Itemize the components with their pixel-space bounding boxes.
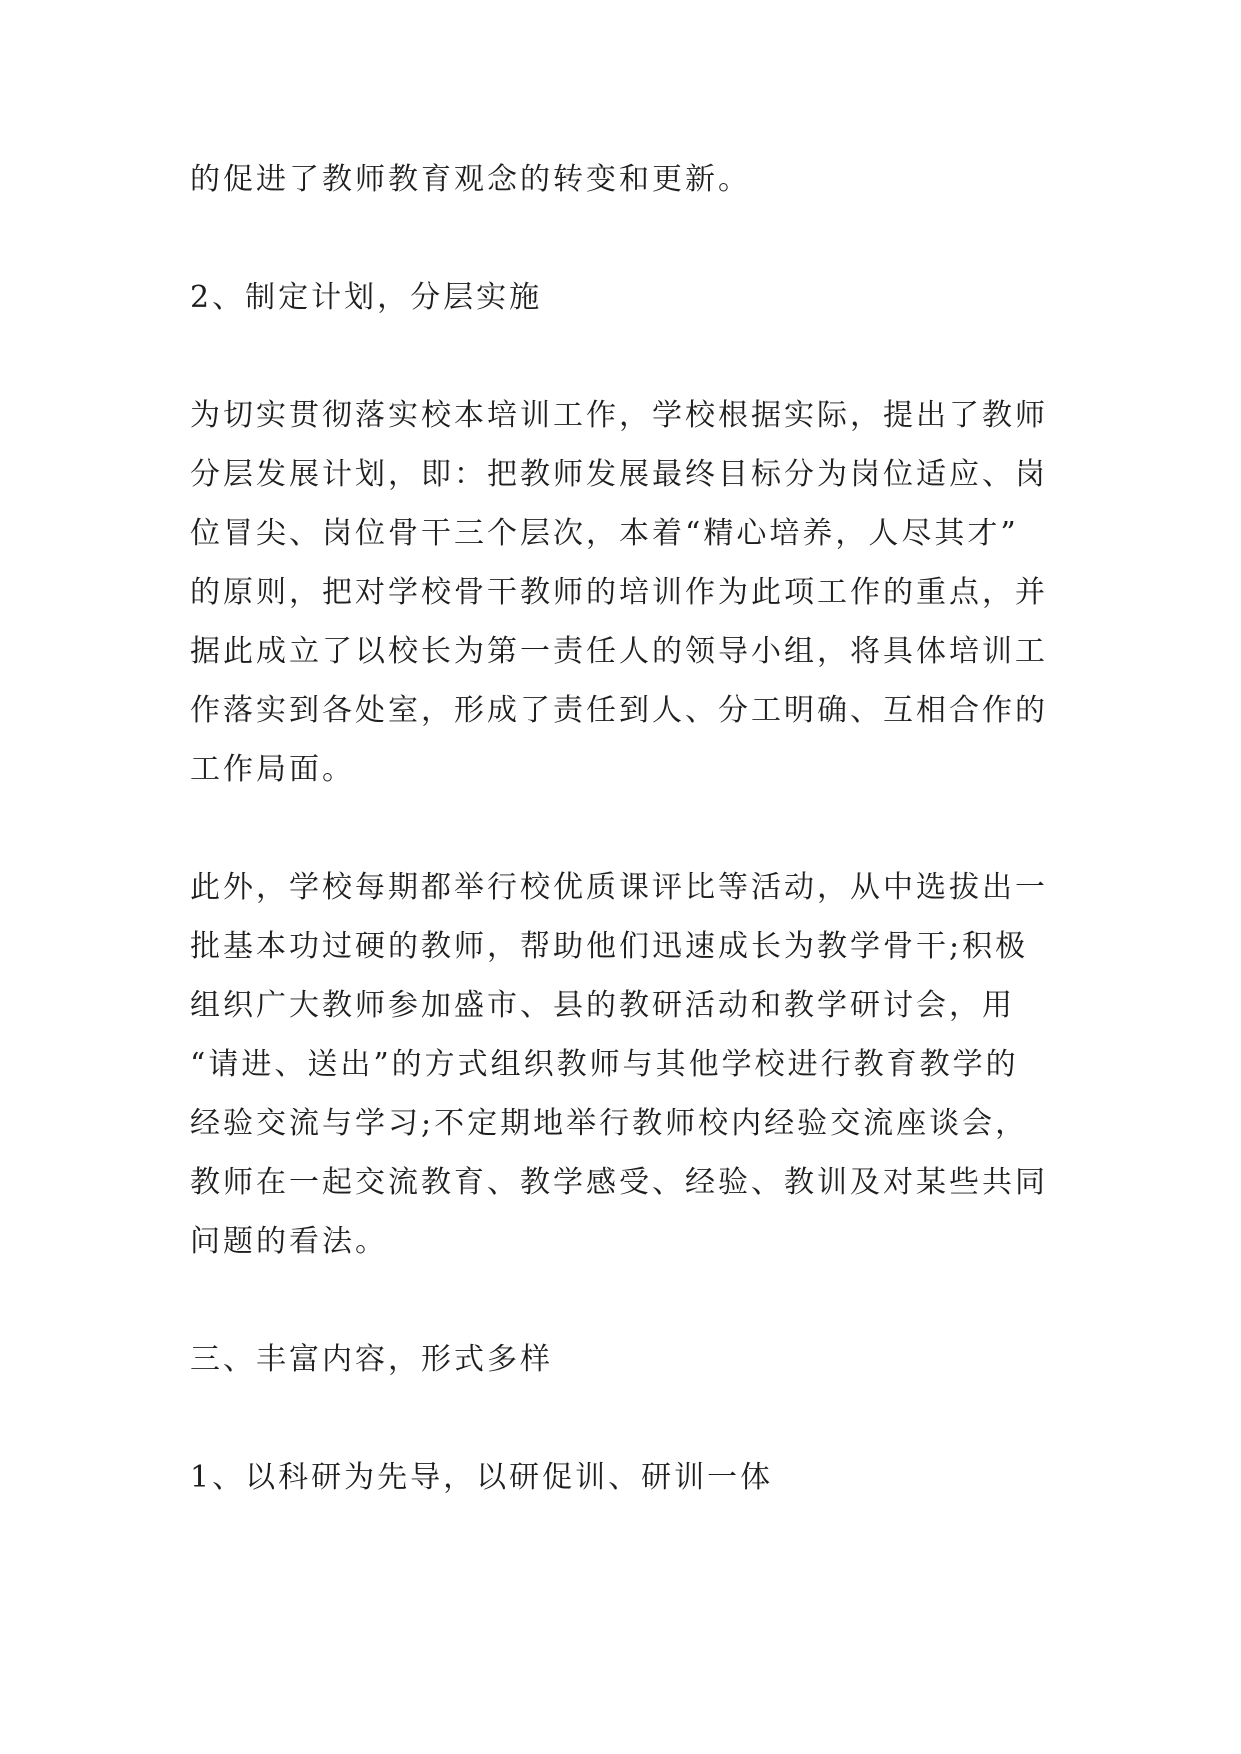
text-line: 的促进了教师教育观念的转变和更新。	[190, 162, 751, 197]
document-body	[190, 150, 1070, 1507]
section-heading-2	[190, 268, 1070, 327]
paragraph-spacer	[190, 327, 1070, 386]
paragraph-continuation	[190, 150, 1070, 209]
heading-line: 2、制定计划，分层实施	[190, 280, 543, 315]
text-line: 经验交流与学习;不定期地举行教师校内经验交流座谈会，	[190, 1106, 1029, 1141]
text-line: 位冒尖、岗位骨干三个层次，本着“精心培养，人尽其才”	[190, 516, 1019, 551]
paragraph-spacer	[190, 209, 1070, 268]
paragraph-plan	[190, 386, 1070, 799]
section-heading-3	[190, 1330, 1070, 1389]
text-line: “请进、送出”的方式组织教师与其他学校进行教育教学的	[190, 1047, 1019, 1082]
text-line: 分层发展计划，即：把教师发展最终目标分为岗位适应、岗	[190, 457, 1048, 492]
heading-line: 1、以科研为先导，以研促训、研训一体	[190, 1460, 774, 1495]
heading-line: 三、丰富内容，形式多样	[190, 1342, 553, 1377]
paragraph-activities	[190, 858, 1070, 1271]
text-line: 为切实贯彻落实校本培训工作，学校根据实际，提出了教师	[190, 398, 1048, 433]
text-line: 据此成立了以校长为第一责任人的领导小组，将具体培训工	[190, 634, 1048, 669]
text-line: 批基本功过硬的教师，帮助他们迅速成长为教学骨干;积极	[190, 929, 1029, 964]
text-line: 教师在一起交流教育、教学感受、经验、教训及对某些共同	[190, 1165, 1048, 1200]
paragraph-spacer	[190, 799, 1070, 858]
paragraph-spacer	[190, 1271, 1070, 1330]
paragraph-spacer	[190, 1389, 1070, 1448]
subsection-heading-1	[190, 1448, 1070, 1507]
text-line: 作落实到各处室，形成了责任到人、分工明确、互相合作的	[190, 693, 1048, 728]
text-line: 组织广大教师参加盛市、县的教研活动和教学研讨会，用	[190, 988, 1015, 1023]
text-line: 工作局面。	[190, 752, 355, 787]
text-line: 的原则，把对学校骨干教师的培训作为此项工作的重点，并	[190, 575, 1048, 610]
text-line: 此外，学校每期都举行校优质课评比等活动，从中选拔出一	[190, 870, 1048, 905]
text-line: 问题的看法。	[190, 1224, 388, 1259]
